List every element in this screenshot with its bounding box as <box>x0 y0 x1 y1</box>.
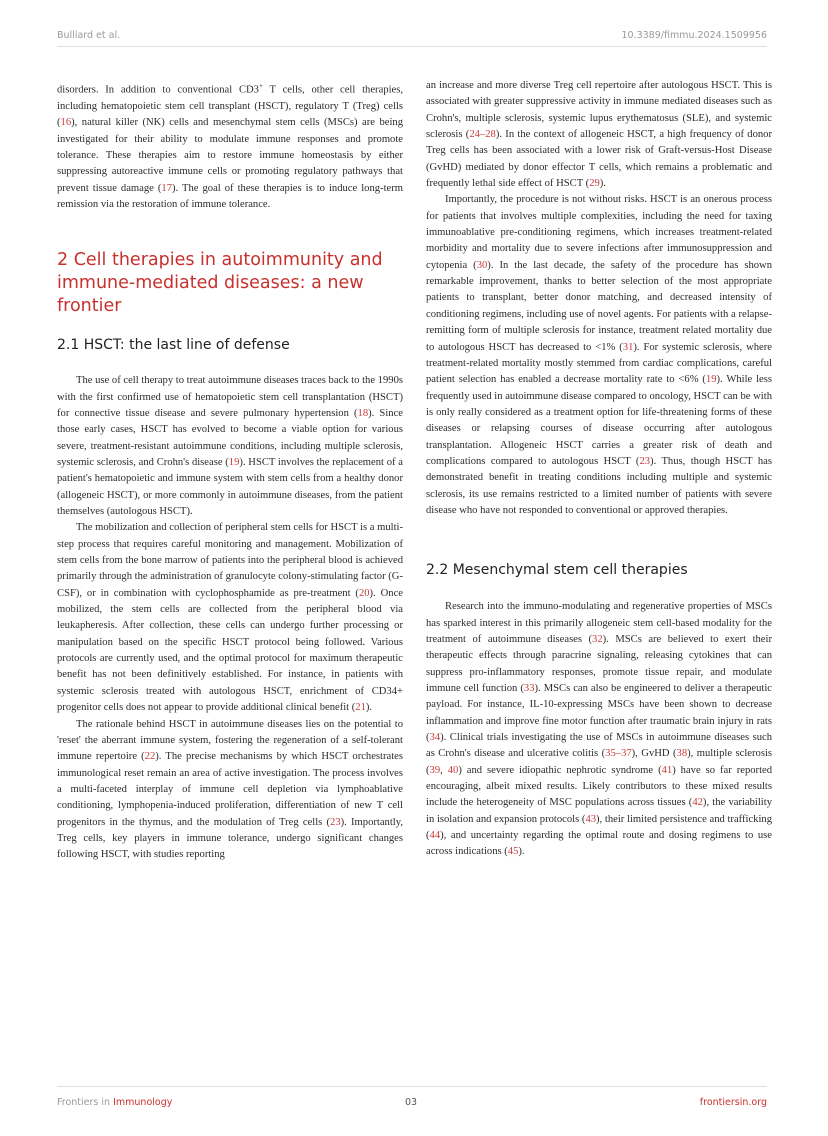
citation-link[interactable]: 40 <box>447 764 459 776</box>
subsection-heading-2-2: 2.2 Mesenchymal stem cell therapies <box>426 562 688 579</box>
citation-link[interactable]: 43 <box>585 813 597 825</box>
subsection-heading-2-1: 2.1 HSCT: the last line of defense <box>57 337 290 354</box>
header-rule <box>57 46 767 47</box>
page-number: 03 <box>405 1097 418 1108</box>
citation-link[interactable]: 44 <box>429 830 441 842</box>
citation-link[interactable]: 18 <box>357 407 369 419</box>
citation-link[interactable]: 16 <box>60 117 72 129</box>
citation-link[interactable]: 45 <box>507 846 519 858</box>
citation-link[interactable]: 23 <box>330 816 341 828</box>
paragraph: an increase and more diverse Treg cell repertoire after autologous HSCT. This is associated with greater suppressive activity in immune mediated diseases such as Crohn's, multiple sclerosis, systemic lupus erythematosus (SLE), and systemic sclerosis (24–28). In the context of allogeneic HSCT, a high frequency of donor Treg cells has been associated with a lower risk of Graft-versus-Host Disease (GvHD) mediated by donor effector T cells, which remains a problematic and frequently lethal side effect of HSCT (29). <box>426 80 772 190</box>
footer-journal-name: Immunology <box>113 1097 173 1108</box>
citation-link[interactable]: 42 <box>692 797 703 809</box>
running-header-doi: 10.3389/fimmu.2024.1509956 <box>621 30 767 41</box>
citation-link[interactable]: 31 <box>622 341 634 353</box>
citation-link[interactable]: 38 <box>676 748 688 760</box>
paragraph: Research into the immuno-modulating and regenerative properties of MSCs has sparked interest in this primarily allogeneic stem cell-based modality for the treatment of autoimmune diseases (32). MSCs are believed to exert their therapeutic effects through paracrine signaling, releasing cytokines that can suppress pro-inflammatory responses, promote tissue repair, and modulate immune cell function (33). MSCs can also be engineered to deliver a therapeutic payload. For instance, IL-10-expressing MSCs have been shown to decrease inflammation and improve fine motor function after traumatic brain injury in rats (34). Clinical trials investigating the use of MSCs in autoimmune diseases such as Crohn's disease and ulcerative colitis (35–37), GvHD (38), multiple sclerosis (39, 40) and severe idiopathic nephrotic syndrome (41) have so far reported encouraging, albeit mixed results. Likely contributors to these mixed results include the heterogeneity of MSC populations across tissues (42), the variability in isolation and expansion protocols (43), their limited persistence and trafficking (44), and uncertainty regarding the optimal route and dosing regimens to use across indications (45). <box>426 601 773 858</box>
right-column <box>426 78 772 861</box>
citation-link[interactable]: 41 <box>661 764 673 776</box>
citation-link[interactable]: 39 <box>429 764 441 776</box>
footer-journal-prefix: Frontiers in <box>57 1097 111 1108</box>
citation-link[interactable]: 29 <box>589 178 600 190</box>
citation-link[interactable]: 34 <box>429 732 441 744</box>
citation-link[interactable]: 33 <box>523 683 535 694</box>
paragraph: disorders. In addition to conventional CD3+ T cells, other cell therapies, including hematopoietic stem cell transplant (HSCT), regulatory T (Treg) cells (16), natural killer (NK) cells and mesenchymal stem cells (MSCs) are being investigated for their ability to modulate immune responses and promote tolerance. These therapies aim to restore immune homeostasis by either suppressing autoreactive immune cells or promoting regulatory pathways that prevent tissue damage (17). The goal of these therapies is to induce long-term remission via the restoration of immune tolerance. <box>57 82 403 210</box>
citation-link[interactable]: 22 <box>144 751 156 763</box>
superscript: + <box>258 82 263 90</box>
footer-rule <box>57 1086 767 1087</box>
citation-link[interactable]: 17 <box>161 182 173 194</box>
left-column <box>57 78 403 864</box>
citation-link[interactable]: 32 <box>592 633 603 645</box>
paragraph: The use of cell therapy to treat autoimmune diseases traces back to the 1990s with the first confirmed use of hematopoietic stem cell transplantation (HSCT) for connective tissue disease and severe pulmonary hypertension (18). Since those early cases, HSCT has evolved to become a viable option for various severe, treatment-resistant autoimmune conditions, including multiple sclerosis, systemic sclerosis, and Crohn's disease (19). HSCT involves the replacement of a patient's hematopoietic and immune system with stem cells from a healthy donor (allogeneic HSCT), or more commonly in autoimmune diseases, from the patient themselves (autologous HSCT). <box>57 375 403 518</box>
citation-link[interactable]: 30 <box>476 259 488 271</box>
citation-link[interactable]: 20 <box>358 587 370 599</box>
paragraph: The rationale behind HSCT in autoimmune diseases lies on the potential to 'reset' the aberrant immune system, fostering the regeneration of a self-tolerant immune repertoire (22). The precise mechanisms by which HSCT orchestrates immunological reset remain an area of active investigation. The process involves a multi-faceted interplay of immune cell depletion via lymphoablative conditioning, lymphopenia-induced proliferation, differentiation of new T cell progenitors in the thymus, and the modulation of Treg cells (23). Importantly, Treg cells, key players in immune tolerance, undergo significant changes following HSCT, with studies reporting <box>57 718 403 861</box>
citation-link[interactable]: 24–28 <box>469 129 496 141</box>
footer-journal <box>57 1097 172 1108</box>
citation-link[interactable]: 35–37 <box>605 748 632 760</box>
running-header-authors: Bulliard et al. <box>57 30 121 41</box>
paragraph: The mobilization and collection of peripheral stem cells for HSCT is a multi-step process that requires careful monitoring and management. Mobilization of stem cells from the bone marrow of patients into the peripheral blood is achieved primarily through the administration of granulocyte colony-stimulating factor (G-CSF), or in combination with cyclophosphamide as pre-treatment (20). Once mobilized, the stem cells are collected from the peripheral blood via leukapheresis. After collection, these cells can undergo further processing or manipulation based on the specific HSCT protocol being followed. Various protocols are currently used, and the optimal protocol for maximum therapeutic benefit has not been definitively established. For instance, in patients with systemic sclerosis treated with autologous HSCT, enrichment of CD34+ progenitor cells does not appear to provide additional clinical benefit (21). <box>57 522 403 714</box>
footer-site-link[interactable]: frontiersin.org <box>699 1097 767 1108</box>
section-heading-2: 2 Cell therapies in autoimmunity and immune-mediated diseases: a new frontier <box>57 250 383 317</box>
citation-link[interactable]: 23 <box>639 455 651 467</box>
citation-link[interactable]: 19 <box>228 457 240 468</box>
citation-link[interactable]: 19 <box>705 374 717 386</box>
paragraph: Importantly, the procedure is not without risks. HSCT is an onerous process for patients that involves multiple complexities, including the need for taxing immunoablative pre-conditioning regimens, which increases treatment-related morbidity and mortality due to severe infections after immunosuppression and cytopenia (30). In the last decade, the safety of the procedure has shown remarkable improvement, thanks to better selection of the most appropriate patients to transplant, better donor matching, and decreased intensity of conditioning regimens, including use of novel agents. For patients with a relapse-remitting form of multiple sclerosis for instance, treatment related mortality due to autologous HSCT has decreased to <1% (31). For systemic sclerosis, where treatment-related mortality mostly stemmed from cardiac complications, careful patient selection has enabled a decrease mortality rate to <6% (19). While less frequently used in autoimmune disease compared to oncology, HSCT can be with is only really considered as a treatment option for life-threatening forms of these diseases or relapsing courses of disease occurring after autologous transplantation. Allogeneic HSCT carries a greater risk of death and complications compared to autologous HSCT (23). Thus, though HSCT has demonstrated benefit in treating conditions including multiple and systemic sclerosis, its use remains restricted to a limited number of patients with severe disease who have not responded to conventional or approved therapies. <box>426 194 773 516</box>
citation-link[interactable]: 21 <box>355 702 366 714</box>
